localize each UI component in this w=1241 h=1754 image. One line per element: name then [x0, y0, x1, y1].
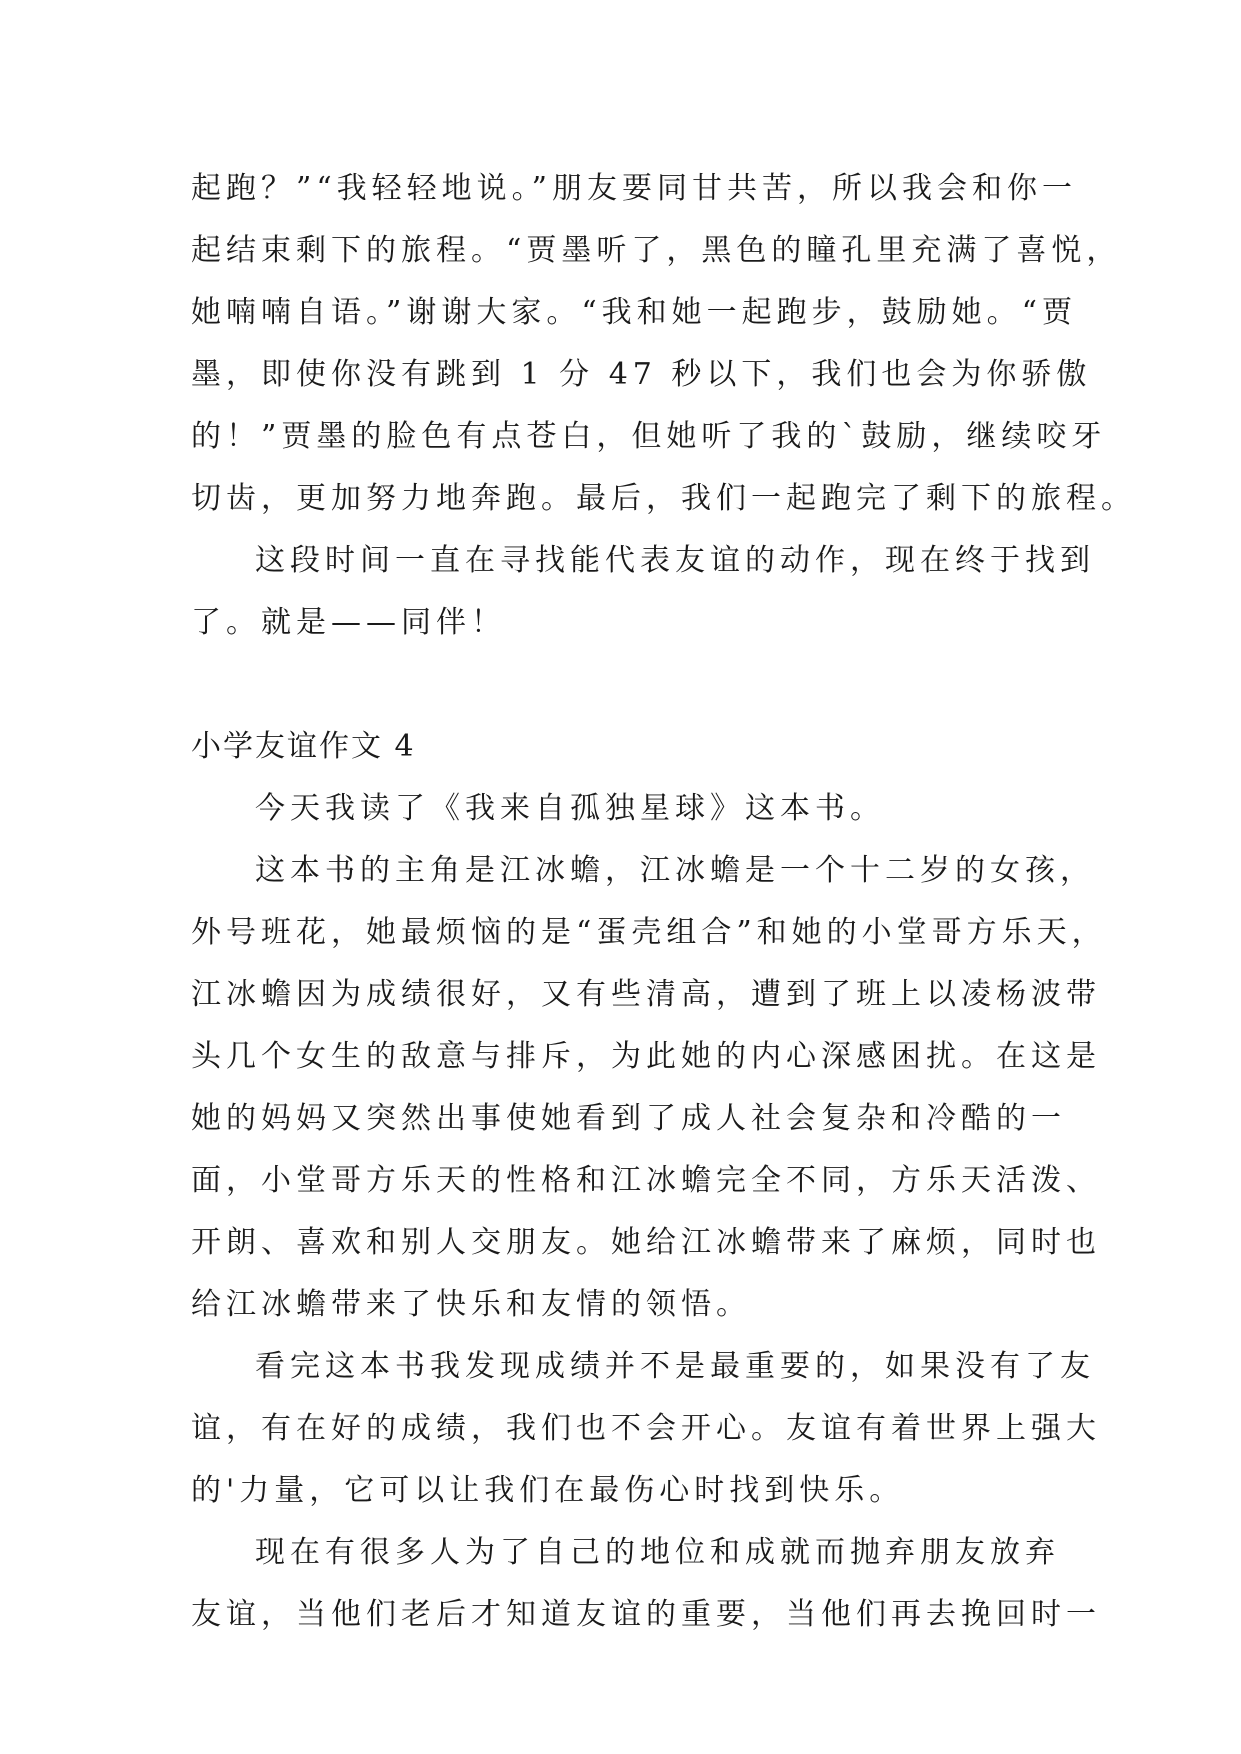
text-line: 这本书的主角是江冰蟾，江冰蟾是一个十二岁的女孩，: [255, 853, 1095, 888]
text-line: 起结束剩下的旅程。“贾墨听了，黑色的瞳孔里充满了喜悦，: [191, 233, 1122, 268]
text-line: 现在有很多人为了自己的地位和成就而抛弃朋友放弃: [255, 1535, 1060, 1570]
document-page: [191, 158, 1136, 1646]
paragraph-conclusion: [191, 1522, 1101, 1646]
paragraph-summary: [191, 840, 1107, 1336]
text-line: 看完这本书我发现成绩并不是最重要的，如果没有了友: [255, 1349, 1095, 1384]
text-line: 这段时间一直在寻找能代表友谊的动作，现在终于找到: [255, 543, 1095, 578]
text-line: 她喃喃自语。”谢谢大家。“我和她一起跑步，鼓励她。“贾: [191, 295, 1078, 330]
text-line: 头几个女生的敌意与排斥，为此她的内心深感困扰。在这是: [191, 1039, 1101, 1074]
text-line: 她的妈妈又突然出事使她看到了成人社会复杂和冷酷的一: [191, 1101, 1066, 1136]
text-line: 外号班花，她最烦恼的是“蛋壳组合”和她的小堂哥方乐天，: [191, 915, 1107, 950]
text-line: 的'力量，它可以让我们在最伤心时找到快乐。: [191, 1473, 905, 1508]
text-line: 的！”贾墨的脸色有点苍白，但她听了我的`鼓励，继续咬牙: [191, 419, 1107, 454]
text-line: 切齿，更加努力地奔跑。最后，我们一起跑完了剩下的旅程。: [191, 481, 1136, 516]
paragraph-intro: [191, 778, 1051, 840]
text-line: 了。就是——同伴！: [191, 605, 506, 640]
text-line: 友谊，当他们老后才知道友谊的重要，当他们再去挽回时一: [191, 1597, 1101, 1632]
continuation-paragraph: [191, 158, 1136, 530]
section-spacer: [191, 654, 1051, 716]
closing-paragraph: [191, 530, 1095, 654]
section-title: 小学友谊作文 4: [191, 729, 416, 764]
text-line: 面，小堂哥方乐天的性格和江冰蟾完全不同，方乐天活泼、: [191, 1163, 1101, 1198]
text-line: 今天我读了《我来自孤独星球》这本书。: [255, 791, 885, 826]
text-line: 开朗、喜欢和别人交朋友。她给江冰蟾带来了麻烦，同时也: [191, 1225, 1101, 1260]
paragraph-reflection: [191, 1336, 1101, 1522]
text-line: 江冰蟾因为成绩很好，又有些清高，遭到了班上以凌杨波带: [191, 977, 1101, 1012]
text-line: 墨，即使你没有跳到 1 分 47 秒以下，我们也会为你骄傲: [191, 357, 1092, 392]
text-line: 起跑？”“我轻轻地说。”朋友要同甘共苦，所以我会和你一: [191, 171, 1078, 206]
text-line: 谊，有在好的成绩，我们也不会开心。友谊有着世界上强大: [191, 1411, 1101, 1446]
text-line: 给江冰蟾带来了快乐和友情的领悟。: [191, 1287, 751, 1322]
